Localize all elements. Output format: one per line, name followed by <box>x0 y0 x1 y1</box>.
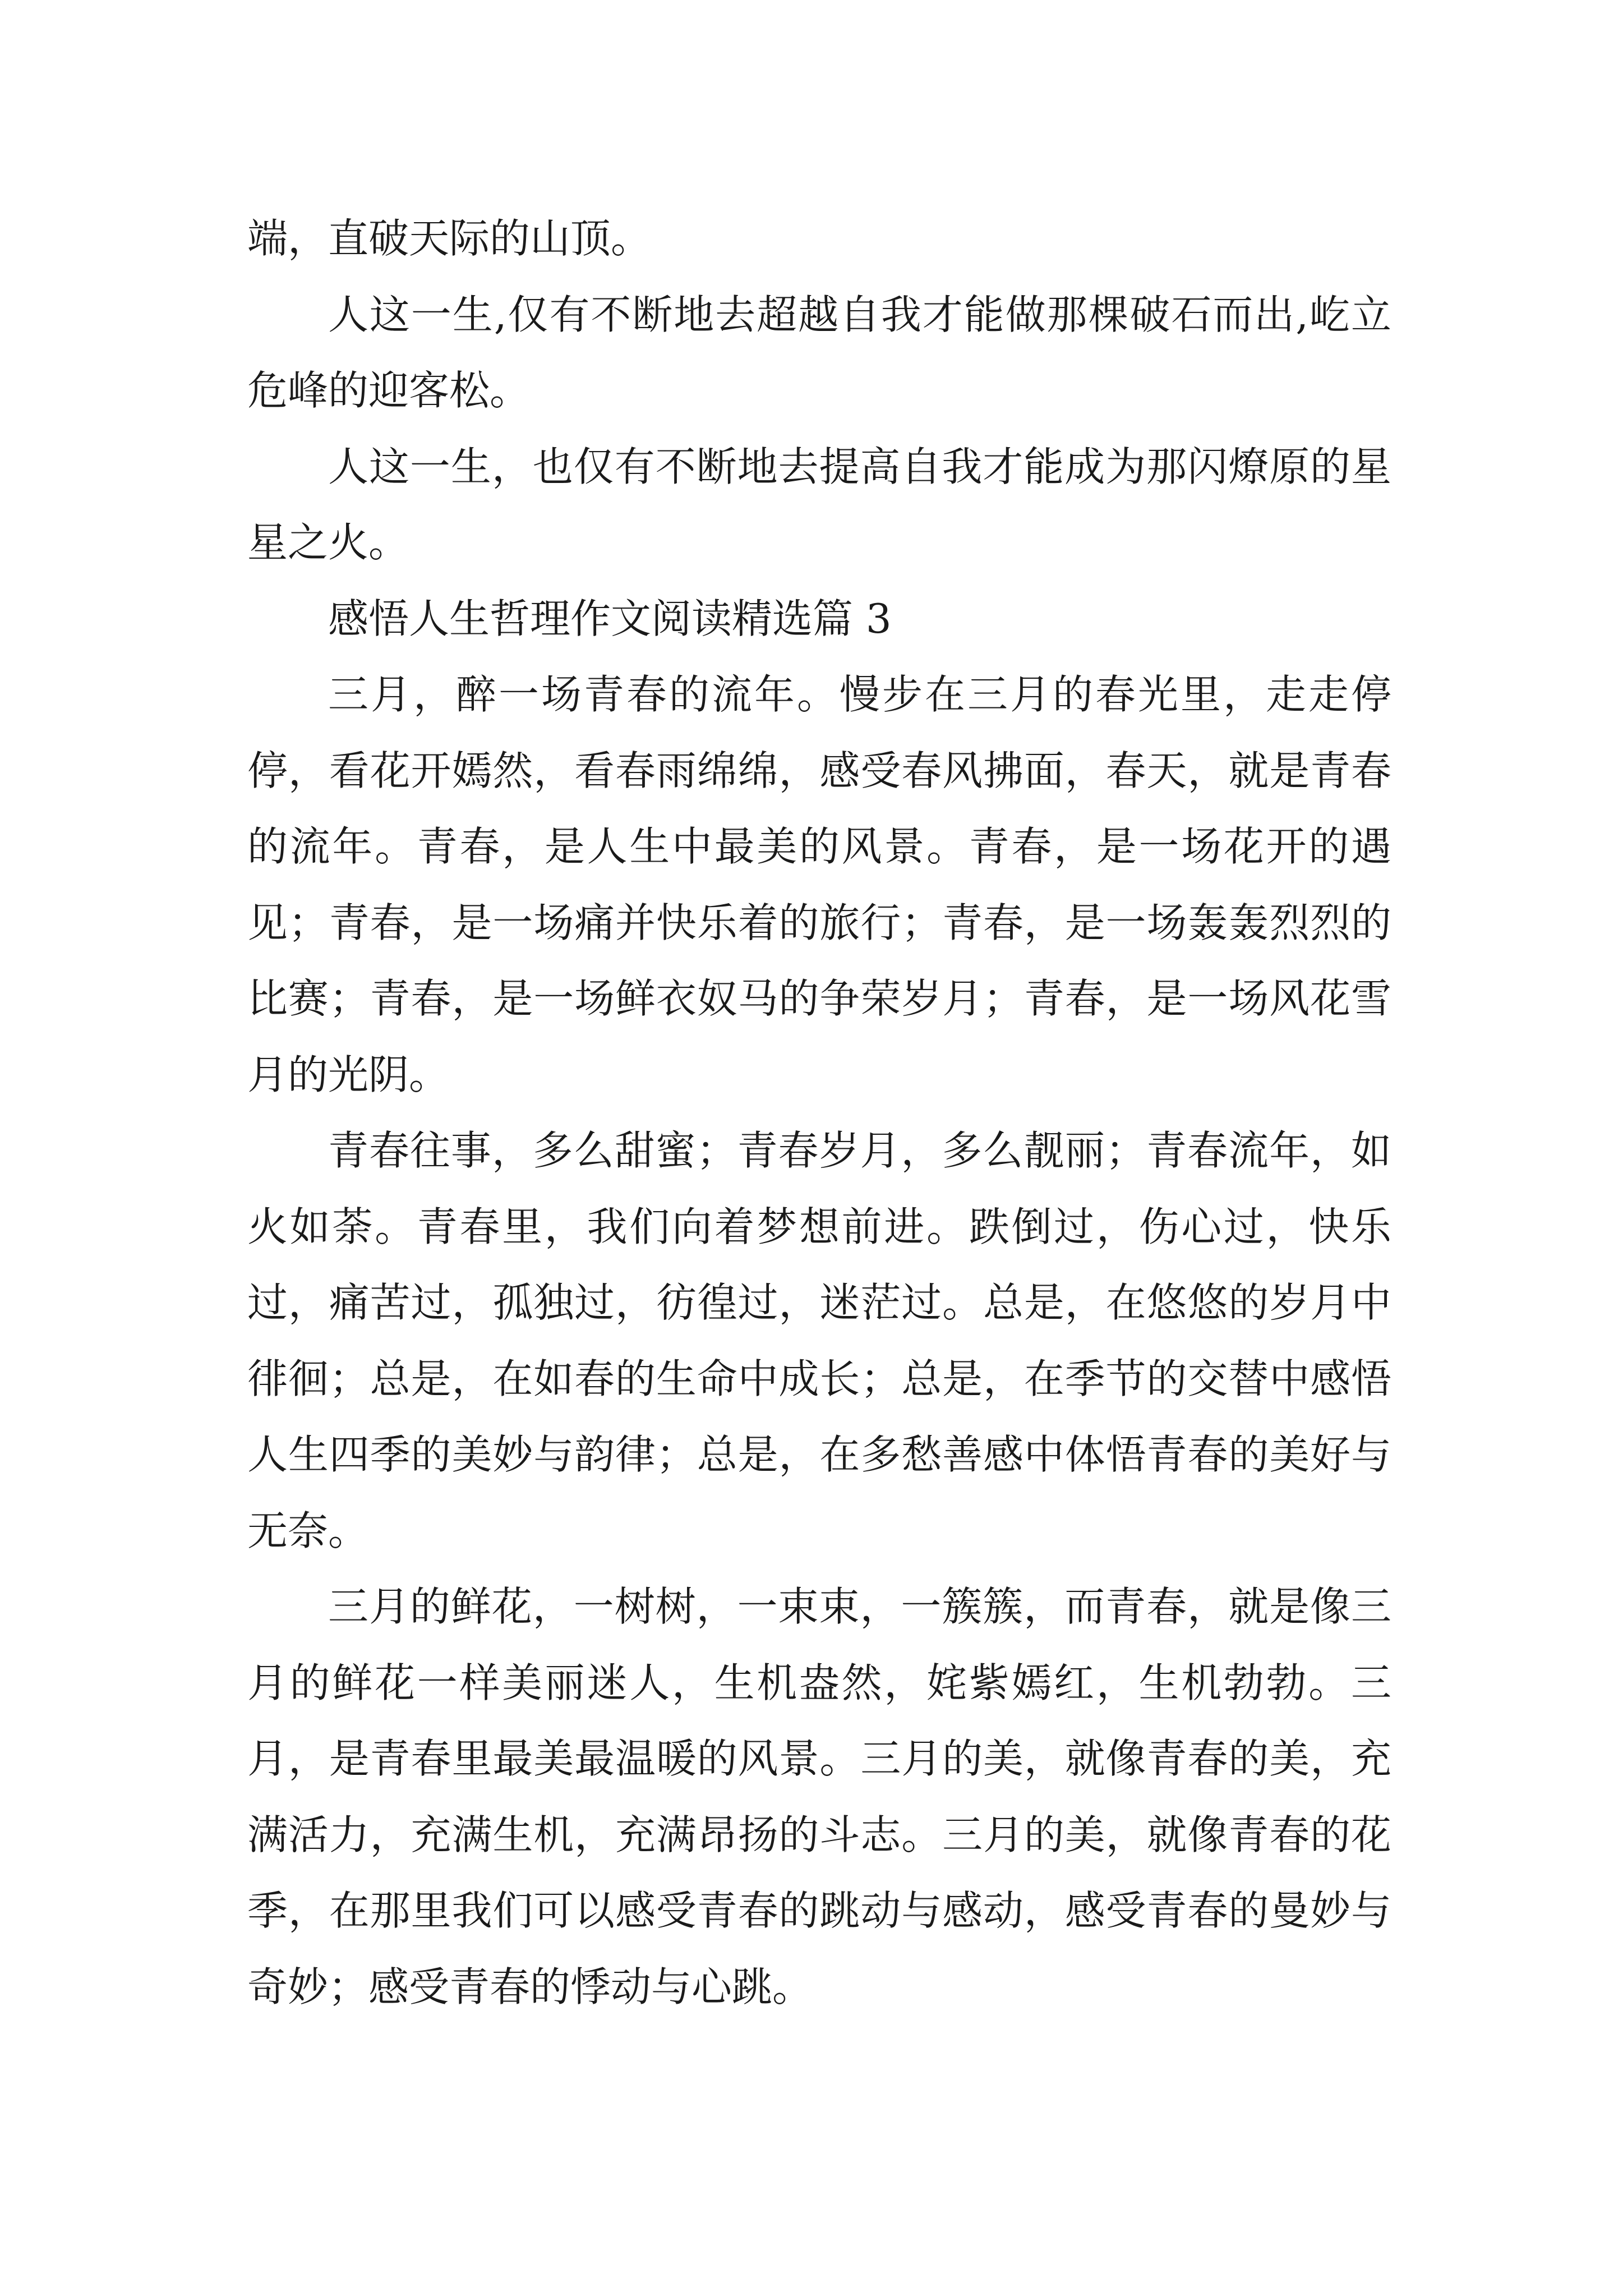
paragraph-continuation: 端，直破天际的山顶。 <box>247 215 652 262</box>
section-heading: 感悟人生哲理作文阅读精选篇 3 <box>328 595 892 642</box>
document-body <box>247 201 1391 2025</box>
paragraph-march-flowers: 三月的鲜花，一树树，一束束，一簇簇，而青春，就是像三月的鲜花一样美丽迷人，生机盎然，姹紫嫣红，生机勃勃。三月，是青春里最美最温暖的风景。三月的美，就像青春的美，充满活力，充满生机，充满昂扬的斗志。三月的美，就像青春的花季，在那里我们可以感受青春的跳动与感动，感受青春的曼妙与奇妙；感受青春的悸动与心跳。 <box>247 1583 1391 2010</box>
paragraph-improve-self: 人这一生，也仅有不断地去提高自我才能成为那闪燎原的星星之火。 <box>247 443 1391 566</box>
paragraph-youth-memories: 青春往事，多么甜蜜；青春岁月，多么靓丽；青春流年，如火如荼。青春里，我们向着梦想前进。跌倒过，伤心过，快乐过，痛苦过，孤独过，彷徨过，迷茫过。总是，在悠悠的岁月中徘徊；总是，在如春的生命中成长；总是，在季节的交替中感悟人生四季的美妙与韵律；总是，在多愁善感中体悟青春的美好与无奈。 <box>247 1127 1391 1554</box>
paragraph-march-youth: 三月，醉一场青春的流年。慢步在三月的春光里，走走停停，看花开嫣然，看春雨绵绵，感受春风拂面，春天，就是青春的流年。青春，是人生中最美的风景。青春，是一场花开的遇见；青春，是一场痛并快乐着的旅行；青春，是一场轰轰烈烈的比赛；青春，是一场鲜衣奴马的争荣岁月；青春，是一场风花雪月的光阴。 <box>247 671 1391 1098</box>
paragraph-transcend-self: 人这一生,仅有不断地去超越自我才能做那棵破石而出,屹立危峰的迎客松。 <box>247 291 1391 414</box>
